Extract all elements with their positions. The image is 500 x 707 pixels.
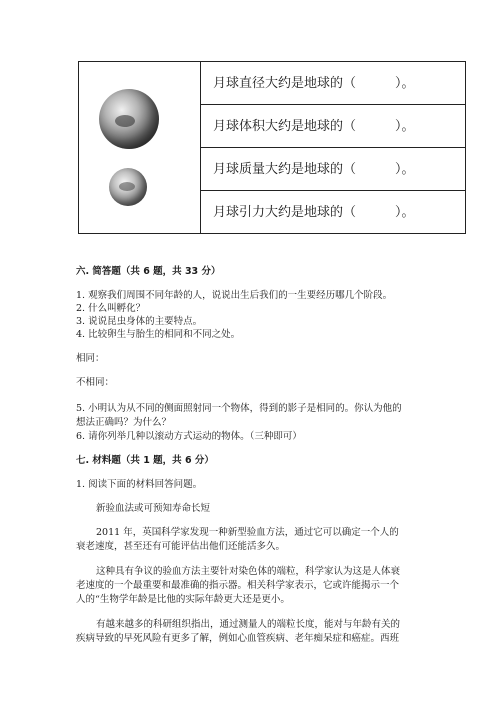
section6-question-5-cont: 想法正确吗？为什么？ (76, 417, 172, 428)
section6-question-3: 3. 说说昆虫身体的主要特点。 (76, 316, 203, 327)
section6-question-6: 6. 请你列举几种以滚动方式运动的物体。（三种即可） (76, 431, 302, 442)
article-paragraph-1-cont: 衰老速度，甚至还有可能评估出他们还能活多久。 (76, 541, 286, 552)
different-label: 不相同： (76, 377, 115, 388)
article-paragraph-2: 这种具有争议的验血方法主要针对染色体的端粒，科学家认为这是人体衰 (96, 566, 401, 577)
moon-earth-comparison-table (78, 61, 466, 234)
moon-image (99, 89, 159, 149)
table-row-gravity: 月球引力大约是地球的（ ）。 (213, 205, 415, 220)
article-paragraph-1: 2011 年，英国科学家发现一种新型验血方法，通过它可以确定一个人的 (96, 527, 399, 538)
section6-heading: 六. 简答题（共 6 题，共 33 分） (76, 266, 221, 277)
table-row-diameter: 月球直径大约是地球的（ ）。 (200, 62, 465, 105)
earth-image (109, 168, 147, 206)
article-paragraph-2-cont: 老速度的一个最重要和最准确的指示器。相关科学家表示，它或许能揭示一个 (76, 580, 400, 591)
article-title: 新验血法或可预知寿命长短 (96, 503, 211, 514)
table-row-mass: 月球质量大约是地球的（ ）。 (200, 148, 465, 191)
section6-question-1: 1. 观察我们周围不同年龄的人，说说出生后我们的一生要经历哪几个阶段。 (76, 290, 393, 301)
table-row-volume: 月球体积大约是地球的（ ）。 (200, 105, 465, 148)
article-paragraph-2-end: 人的“生物学年龄是比他的实际年龄更大还是更小。 (76, 594, 290, 605)
section7-question-1: 1. 阅读下面的材料回答问题。 (76, 479, 203, 490)
section7-heading: 七. 材料题（共 1 题，共 6 分） (76, 455, 214, 466)
same-label: 相同： (76, 353, 105, 364)
section6-question-2: 2. 什么叫孵化？ (76, 303, 146, 314)
article-paragraph-3-cont: 疾病导致的早死风险有更多了解，例如心血管疾病、老年痴呆症和癌症。西班 (76, 633, 400, 644)
article-paragraph-3: 有越来越多的科研组织指出，通过测量人的端粒长度，能对与年龄有关的 (96, 619, 401, 630)
planet-images-cell (79, 62, 201, 233)
section6-question-5: 5. 小明认为从不同的侧面照射同一个物体，得到的影子是相同的。你认为他的 (76, 403, 402, 414)
section6-question-4: 4. 比较卵生与胎生的相同和不同之处。 (76, 329, 241, 340)
